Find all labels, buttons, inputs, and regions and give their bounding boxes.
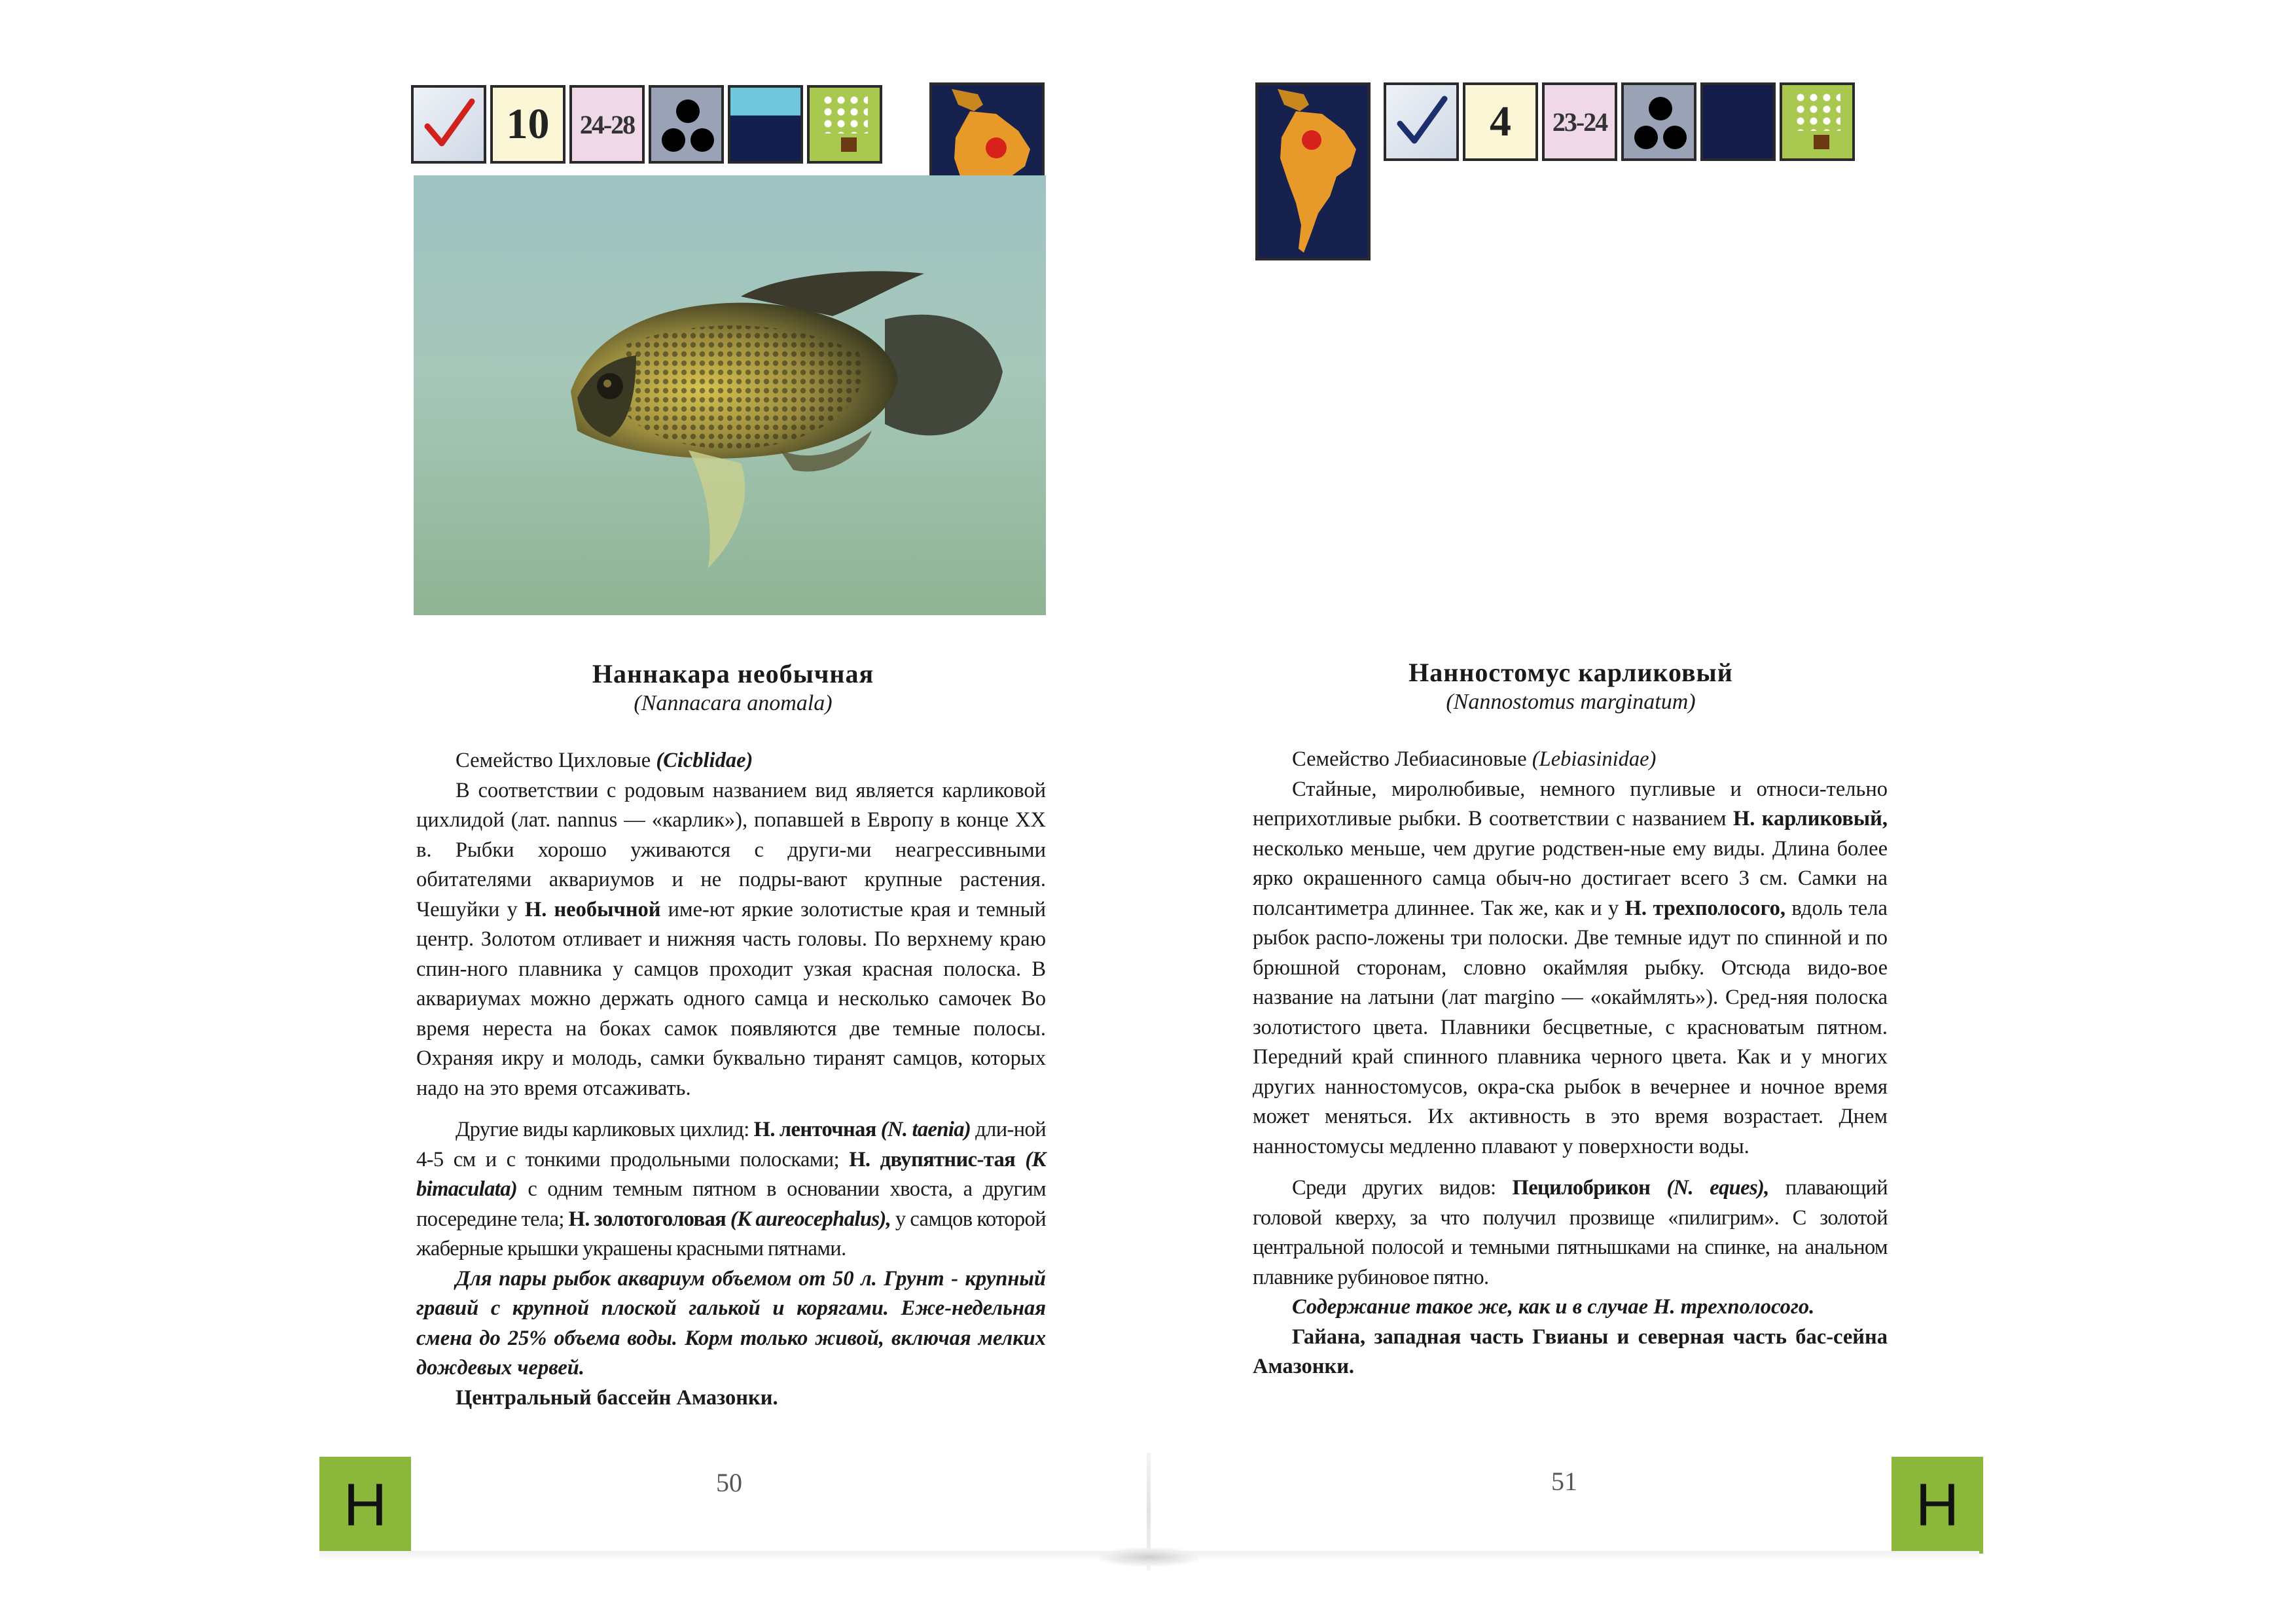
range-paragraph: Центральный бассейн Амазонки. (456, 1385, 778, 1410)
species-latin-right: (Nannostomus marginatum) (1446, 690, 1696, 714)
tab-letter: Н (343, 1471, 387, 1539)
right-page (1148, 0, 2296, 1623)
temperature-badge (1542, 82, 1617, 161)
tab-letter: Н (1915, 1471, 1960, 1539)
care-icons-right (1384, 82, 1855, 161)
check-blue-icon (1384, 82, 1459, 161)
fish-size-badge (1463, 82, 1538, 161)
description-paragraph: Стайные, миролюбивые, немного пугливые и относи-тельно неприхотливые рыбки. В соответствии с названием Н. карликовый, несколько меньше, чем другие родствен-ные ему виды. Длина более ярко окрашенного самца обыч-но достигает всего 3 см. Самки на полсантиметра длиннее. Так же, как и у Н. трехполосого, вдоль тела рыбок распо-ложены три полоски. Две темные идут по спинной и по брюшной сторонам, словно окаймляя рыбку. Отсюда видо-вое название на латыни (лат margino — «окаймлять»). Сред-няя полоска золотистого цвета. Плавники бесцветные, с красноватым пятном. Передний край спинного плавника черного цвета. Как и у многих других нанностомусов, окра-ска рыбок в вечернее и ночное время может меняться. Их активность в это время возрастает. Днем нанностомусы медленно плавают у поверхности воды. (1253, 777, 1888, 1158)
description-paragraph: В соответствии с родовым названием вид является карликовой цихлидой (лат. nannus — «карлик»), попавшей в Европу в конце XX в. Рыбки хорошо уживаются с други-ми неагрессивными обитателями аквариумов и не подры-вают крупные растения. Чешуйки у Н. необычной име-ют яркие золотистые края и темный центр. Золотом отливает и нижняя часть головы. По верхнему краю спин-ного плавника у самцов проходит узкая красная полоска. В аквариумах можно держать одного самца и несколько самочек Во время нереста на боках самок появляются две темные полосы. Охраняя икру и молодь, самки буквально тиранят самцов, которых надо на это время отсаживать. (416, 778, 1046, 1100)
water-level-icon (728, 85, 803, 164)
gutter-shadow (1100, 1548, 1198, 1566)
care-paragraph: Для пары рыбок аквариум объемом от 50 л. Грунт - крупный гравий с крупной плоской галькой и корягами. Еже-недельная смена до 25% объема воды. Корм только живой, включая мелких дождевых червей. (416, 1266, 1046, 1380)
water-level-icon (1700, 82, 1776, 161)
description-left (416, 746, 1046, 1413)
page-number-left: 50 (716, 1468, 742, 1497)
other-species-paragraph: Другие виды карликовых цихлид: Н. ленточная (N. taenia) дли-ной 4-5 см и с тонкими продольными полосками; Н. двупятнис-тая (К bimaculata) с одним темным пятном в основании хвоста, а другим посередине тела; Н. золотоголовая (К aureocephalus), у самцов которой жаберные крышки украшены красными пятнами. (416, 1118, 1046, 1260)
care-paragraph: Содержание такое же, как и в случае Н. трехполосого. (1292, 1295, 1815, 1319)
page-number-right: 51 (1551, 1467, 1577, 1496)
light-icon (1780, 82, 1855, 161)
south-america-map-icon (1255, 82, 1371, 260)
species-title-right: Нанностомус карликовый (1408, 658, 1733, 687)
family-line: Семейство Цихловые (Cicblidae) (456, 749, 753, 772)
page-edge-left (319, 1551, 1148, 1561)
range-paragraph: Гайана, западная часть Гвианы и северная часть бас-сейна Амазонки. (1253, 1325, 1888, 1378)
species-latin-left: (Nannacara anomala) (634, 691, 833, 715)
page-edge-right (1148, 1551, 1979, 1561)
fish-size-value: 4 (1490, 98, 1511, 145)
description-right (1253, 745, 1888, 1382)
fish-size-value: 10 (506, 100, 550, 148)
letter-tab-right (1892, 1457, 1983, 1554)
temperature-badge (569, 85, 645, 164)
other-species-paragraph: Среди других видов: Пецилобрикон (N. eques), плавающий головой кверху, за что получил прозвище «пилигрим». С золотой центральной полосой и темными пятнышками на спинке, на анальном плавнике рубиновое пятно. (1253, 1176, 1888, 1289)
care-icons-left (411, 85, 882, 164)
three-dots-icon (1621, 82, 1696, 161)
temperature-value: 24-28 (579, 109, 635, 139)
temperature-value: 23-24 (1552, 107, 1607, 137)
fish-size-badge (490, 85, 565, 164)
species-title-left: Наннакара необычная (592, 659, 874, 688)
fish-photo-nannacara (414, 175, 1046, 615)
letter-tab-left (319, 1457, 411, 1554)
three-dots-icon (649, 85, 724, 164)
light-icon (807, 85, 882, 164)
family-line: Семейство Лебиасиновые (Lebiasinidae) (1292, 747, 1657, 771)
check-red-icon (411, 85, 486, 164)
